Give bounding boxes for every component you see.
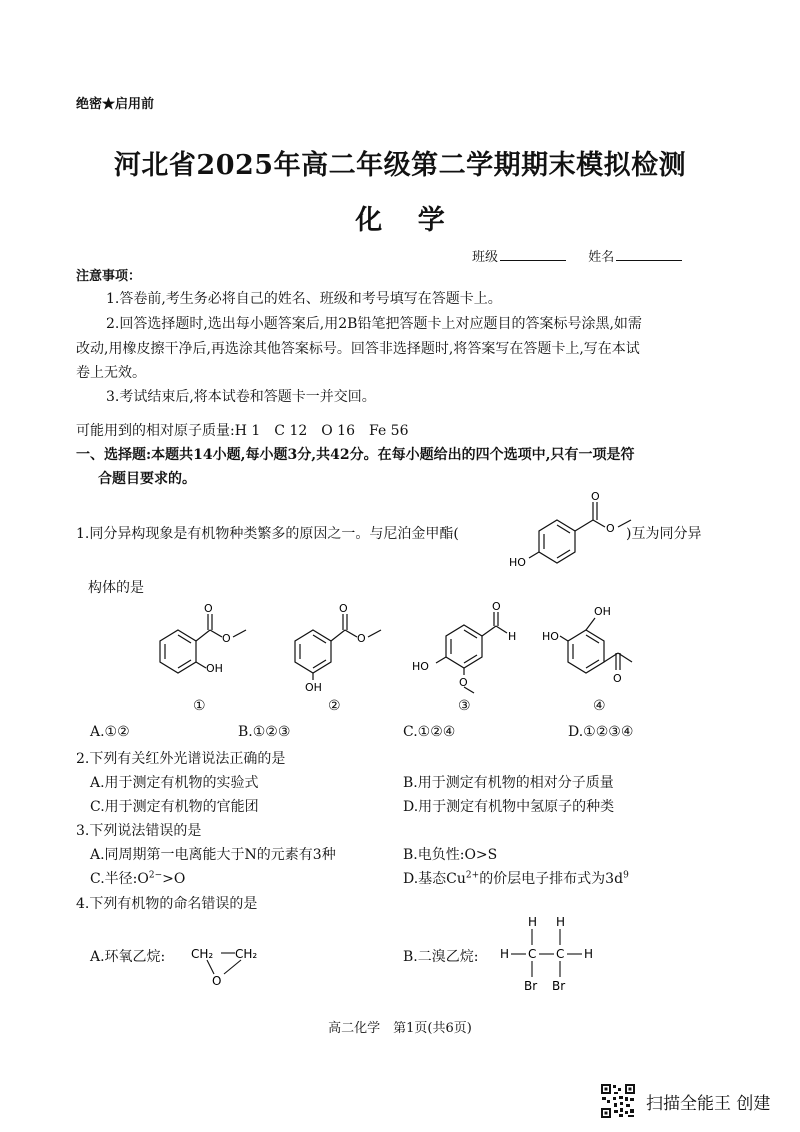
q1-option-c[interactable]: C.①②④ xyxy=(403,724,456,740)
atom-label: O xyxy=(606,522,615,535)
q2-option-c[interactable]: C.用于测定有机物的官能团 xyxy=(90,799,259,815)
q3-stem: 3.下列说法错误的是 xyxy=(76,823,202,839)
q3-option-b[interactable]: B.电负性:O>S xyxy=(403,847,498,863)
methylparaben-structure xyxy=(505,492,645,572)
atom-label: Br xyxy=(524,979,538,993)
q2-option-b[interactable]: B.用于测定有机物的相对分子质量 xyxy=(403,775,614,791)
q4-stem: 4.下列有机物的命名错误的是 xyxy=(76,896,258,912)
q1-option-b[interactable]: B.①②③ xyxy=(238,724,291,740)
atom-label: H xyxy=(556,915,566,929)
q3-option-d[interactable]: D.基态$Cu^{2+}$的价层电子排布式为$3d^9$ xyxy=(403,870,629,887)
atom-label: O xyxy=(591,490,600,503)
q1-option-a[interactable]: A.①② xyxy=(90,724,130,740)
atom-label: O xyxy=(212,974,222,988)
atom-label: O xyxy=(339,602,348,615)
q1-stem: 1.同分异构现象是有机物种类繁多的原因之一。与尼泊金甲酯( xyxy=(76,526,459,542)
q3-option-c[interactable]: C.半径$:O^{2-}>O$ xyxy=(90,870,186,887)
q1-stem-cont: )互为同分异 xyxy=(626,526,702,542)
q2-option-a[interactable]: A.用于测定有机物的实验式 xyxy=(90,775,259,791)
structure-4 xyxy=(540,600,655,690)
atom-label: C xyxy=(528,947,537,961)
structure-2 xyxy=(285,600,395,695)
atom-label: HO xyxy=(412,660,429,673)
structure-label: ② xyxy=(328,698,341,714)
atom-label: H xyxy=(528,915,538,929)
atom-label: O xyxy=(357,632,366,645)
q3-option-a[interactable]: A.同周期第一电离能大于N的元素有3种 xyxy=(90,847,336,863)
atom-label: OH xyxy=(305,681,322,694)
page-footer: 高二化学 第1页(共6页) xyxy=(328,1021,472,1036)
q4-option-a[interactable]: A.环氧乙烷: xyxy=(90,949,166,965)
structure-1 xyxy=(150,600,260,680)
class-field xyxy=(472,246,682,265)
atom-label: CH₂ xyxy=(235,947,258,961)
notice-item: 卷上无效。 xyxy=(76,365,146,381)
name-blank xyxy=(616,248,682,261)
atom-label: O xyxy=(613,672,622,685)
notice-item: 改动,用橡皮擦干净后,再选涂其他答案标号。回答非选择题时,将答案写在答题卡上,写在本试 xyxy=(76,341,640,357)
structure-3 xyxy=(410,600,525,695)
q1-option-d[interactable]: D.①②③④ xyxy=(568,724,634,740)
atom-label: Br xyxy=(552,979,566,993)
atom-label: O xyxy=(459,676,468,689)
notice-item: 3.考试结束后,将本试卷和答题卡一并交回。 xyxy=(106,389,376,405)
atom-label: OH xyxy=(206,662,223,675)
subject-title: 化 学 xyxy=(355,205,445,236)
atom-label: HO xyxy=(509,556,526,569)
dibromoethane-structure xyxy=(495,912,605,997)
atom-label: HO xyxy=(542,630,559,643)
atom-label: C xyxy=(556,947,565,961)
secret-label: 绝密★启用前 xyxy=(76,97,155,112)
class-blank xyxy=(500,248,566,261)
q2-stem: 2.下列有关红外光谱说法正确的是 xyxy=(76,751,286,767)
name-label: 姓名 xyxy=(588,250,615,265)
section-heading-cont: 合题目要求的。 xyxy=(98,471,196,487)
section-heading: 一、选择题:本题共14小题,每小题3分,共42分。在每小题给出的四个选项中,只有一项是符 xyxy=(76,447,635,463)
scanner-brand: 扫描全能王 创建 xyxy=(646,1094,771,1114)
atom-label: O xyxy=(492,600,501,613)
notice-heading: 注意事项： xyxy=(76,269,142,284)
atom-label: CH₂ xyxy=(191,947,214,961)
structure-label: ③ xyxy=(458,698,471,714)
epoxide-structure xyxy=(185,938,275,993)
qr-code-icon xyxy=(600,1083,636,1119)
atom-label: O xyxy=(222,632,231,645)
atom-label: O xyxy=(204,602,213,615)
atomic-masses: 可能用到的相对原子质量:H 1 C 12 O 16 Fe 56 xyxy=(76,423,409,439)
q2-option-d[interactable]: D.用于测定有机物中氢原子的种类 xyxy=(403,799,615,815)
structure-label: ④ xyxy=(593,698,606,714)
atom-label: H xyxy=(508,630,517,643)
atom-label: H xyxy=(500,947,510,961)
page-title: 河北省2025年高二年级第二学期期末模拟检测 xyxy=(113,150,687,181)
notice-item: 1.答卷前,考生务必将自己的姓名、班级和考号填写在答题卡上。 xyxy=(106,291,502,307)
class-label: 班级 xyxy=(472,250,499,265)
q4-option-b[interactable]: B.二溴乙烷: xyxy=(403,949,479,965)
notice-item: 2.回答选择题时,选出每小题答案后,用2B铅笔把答题卡上对应题目的答案标号涂黑,如需 xyxy=(106,316,642,332)
structure-label: ① xyxy=(193,698,206,714)
q1-stem-end: 构体的是 xyxy=(88,580,144,596)
atom-label: OH xyxy=(594,605,611,618)
atom-label: H xyxy=(584,947,594,961)
